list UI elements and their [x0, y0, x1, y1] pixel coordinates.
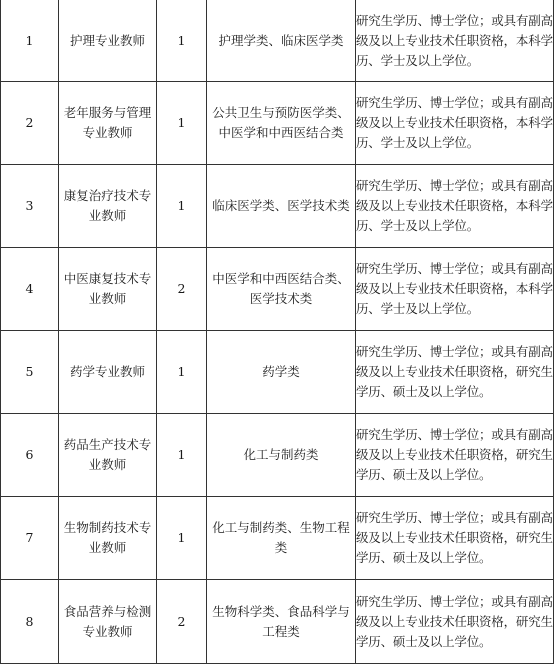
qualification-requirement: 研究生学历、博士学位；或具有副高级及以上专业技术任职资格，本科学历、学士及以上学位。	[356, 0, 554, 82]
row-number: 7	[1, 497, 59, 580]
qualification-requirement: 研究生学历、博士学位；或具有副高级及以上专业技术任职资格，本科学历、学士及以上学位。	[356, 165, 554, 248]
table-row	[1, 331, 554, 414]
qualification-requirement: 研究生学历、博士学位；或具有副高级及以上专业技术任职资格，研究生学历、硕士及以上学位。	[356, 497, 554, 580]
table-row	[1, 0, 554, 82]
row-number: 1	[1, 0, 59, 82]
hiring-count: 1	[157, 0, 207, 82]
position-name: 中医康复技术专业教师	[59, 248, 157, 331]
major-requirement: 化工与制药类、生物工程类	[207, 497, 356, 580]
major-requirement: 临床医学类、医学技术类	[207, 165, 356, 248]
table-row	[1, 248, 554, 331]
table-row	[1, 497, 554, 580]
qualification-requirement: 研究生学历、博士学位；或具有副高级及以上专业技术任职资格，研究生学历、硕士及以上学位。	[356, 580, 554, 664]
table-row	[1, 580, 554, 664]
qualification-requirement: 研究生学历、博士学位；或具有副高级及以上专业技术任职资格，本科学历、学士及以上学位。	[356, 82, 554, 165]
major-requirement: 中医学和中西医结合类、医学技术类	[207, 248, 356, 331]
hiring-count: 1	[157, 414, 207, 497]
row-number: 5	[1, 331, 59, 414]
qualification-requirement: 研究生学历、博士学位；或具有副高级及以上专业技术任职资格，研究生学历、硕士及以上学位。	[356, 414, 554, 497]
hiring-count: 2	[157, 580, 207, 664]
position-name: 老年服务与管理专业教师	[59, 82, 157, 165]
position-name: 康复治疗技术专业教师	[59, 165, 157, 248]
hiring-count: 1	[157, 497, 207, 580]
table-row	[1, 414, 554, 497]
major-requirement: 生物科学类、食品科学与工程类	[207, 580, 356, 664]
major-requirement: 公共卫生与预防医学类、中医学和中西医结合类	[207, 82, 356, 165]
position-name: 护理专业教师	[59, 0, 157, 82]
row-number: 4	[1, 248, 59, 331]
row-number: 6	[1, 414, 59, 497]
position-name: 药学专业教师	[59, 331, 157, 414]
hiring-count: 1	[157, 165, 207, 248]
qualification-requirement: 研究生学历、博士学位；或具有副高级及以上专业技术任职资格，本科学历、学士及以上学位。	[356, 248, 554, 331]
major-requirement: 药学类	[207, 331, 356, 414]
hiring-count: 1	[157, 82, 207, 165]
row-number: 8	[1, 580, 59, 664]
major-requirement: 护理学类、临床医学类	[207, 0, 356, 82]
qualification-requirement: 研究生学历、博士学位；或具有副高级及以上专业技术任职资格，研究生学历、硕士及以上学位。	[356, 331, 554, 414]
position-name: 生物制药技术专业教师	[59, 497, 157, 580]
position-name: 药品生产技术专业教师	[59, 414, 157, 497]
row-number: 2	[1, 82, 59, 165]
table-row	[1, 165, 554, 248]
major-requirement: 化工与制药类	[207, 414, 356, 497]
hiring-count: 1	[157, 331, 207, 414]
row-number: 3	[1, 165, 59, 248]
table-row	[1, 82, 554, 165]
position-name: 食品营养与检测专业教师	[59, 580, 157, 664]
hiring-count: 2	[157, 248, 207, 331]
